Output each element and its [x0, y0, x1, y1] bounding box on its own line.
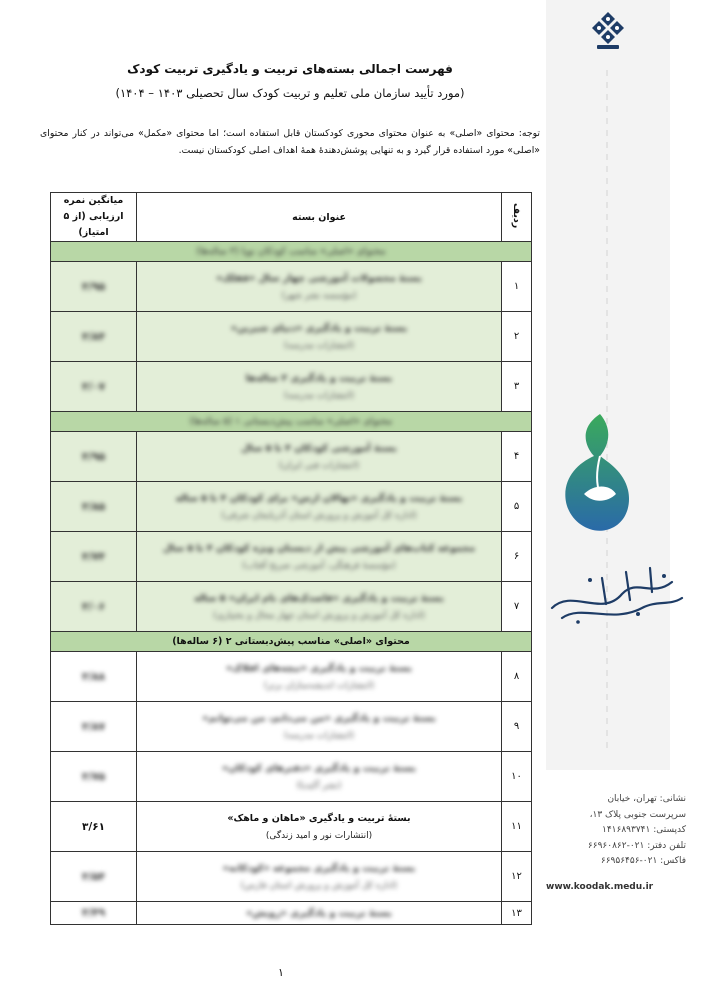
row-number: ۲ [502, 312, 532, 362]
table-header [51, 193, 532, 242]
website-link[interactable]: www.koodak.medu.ir [546, 881, 654, 892]
package-cell [137, 312, 502, 362]
office-phone: تلفن دفتر: ۰۲۱-۶۶۹۶۰۸۶۲ [587, 840, 686, 851]
organization-calligraphy-logo [542, 558, 692, 630]
table-row [51, 652, 532, 702]
package-cell [137, 582, 502, 632]
section-header [51, 242, 532, 262]
row-number: ۳ [502, 362, 532, 412]
postal-code: کدپستی: ۱۴۱۶۸۹۳۷۴۱ [602, 825, 686, 835]
address-line-1: نشانی: تهران، خیابان [607, 794, 686, 804]
score-value: ۳/۹۵ [81, 280, 106, 293]
row-number: ۱ [502, 262, 532, 312]
table-row [51, 702, 532, 752]
package-cell [137, 482, 502, 532]
section-label: محتوای «اصلی» مناسب پیش‌دبستانی ۱ (۵ ساله‌ها) [189, 416, 393, 427]
package-cell [137, 802, 502, 852]
package-cell [137, 902, 502, 925]
package-title: بستهٔ تربیت و یادگیری «قاصدک‌های نام ایران» ۵ ساله [194, 592, 444, 604]
section-header [51, 412, 532, 432]
score-value: ۳/۹۵ [81, 450, 106, 463]
package-title: بستهٔ تربیت و یادگیری «نیچه‌های افلاک» [226, 662, 412, 674]
table-row [51, 262, 532, 312]
score-cell [51, 902, 137, 925]
table-row [51, 532, 532, 582]
package-publisher: (مؤسسه نشر شهر) [281, 290, 357, 301]
row-number: ۹ [502, 702, 532, 752]
package-title: مجموعه کتاب‌های آموزشی پیش از دبستان ویژه کودکان ۴ تا ۵ سال [162, 542, 476, 554]
score-value: ۳/۸۸ [81, 670, 106, 683]
score-cell [51, 852, 137, 902]
package-publisher: (اداره کل آموزش و پرورش استان آذربایجان شرقی) [221, 510, 417, 521]
score-value: ۳/۰۷ [81, 380, 106, 393]
table-row [51, 482, 532, 532]
section-label: محتوای «اصلی» مناسب کودکان نوپا (۳ ساله‌ها) [196, 246, 386, 257]
table-row [51, 902, 532, 925]
package-cell [137, 532, 502, 582]
score-cell [51, 482, 137, 532]
row-number: ۴ [502, 432, 532, 482]
section-header [51, 632, 532, 652]
score-cell [51, 362, 137, 412]
package-publisher: (انتشارات مدرسه) [284, 340, 354, 351]
score-value: ۳/۶۱ [81, 820, 106, 833]
package-publisher: (نشر آکیدیا) [296, 780, 342, 791]
package-cell [137, 432, 502, 482]
score-value: ۳/۸۵ [81, 500, 106, 513]
score-value: ۳/۴۹ [81, 907, 106, 919]
package-publisher: (انتشارات فنی ایران) [278, 460, 360, 471]
package-publisher: (انتشارات مدرسه) [284, 730, 354, 741]
package-title: بستهٔ تربیت و یادگیری «ماهان و ماهک» [227, 812, 411, 824]
score-cell [51, 312, 137, 362]
package-title: بستهٔ تربیت و یادگیری «دفترهای کودکان» [222, 762, 416, 774]
table-row [51, 582, 532, 632]
package-publisher: (انتشارات مدرسه) [284, 390, 354, 401]
package-table [50, 192, 532, 925]
note-paragraph: توجه: محتوای «اصلی» به عنوان محتوای محوری کودکستان قابل استفاده است؛ اما محتوای «مکمل» می‌تواند در کنار محتوای «اصلی» مورد استفاده قرار گیرد و به تنهایی پوشش‌دهندهٔ همهٔ اهداف اصلی کودکستان نیست. [40, 128, 540, 156]
package-publisher: (انتشارات نور و امید زندگی) [265, 830, 373, 841]
package-publisher: (مؤسسهٔ فرهنگی، آموزشی صریح آفتاب) [242, 560, 396, 571]
row-number: ۱۰ [502, 752, 532, 802]
row-number: ۶ [502, 532, 532, 582]
row-number: ۸ [502, 652, 532, 702]
package-publisher: (انتشارات اندیشه‌سازان برتر) [263, 680, 375, 691]
package-cell [137, 752, 502, 802]
table-row [51, 362, 532, 412]
col-title-header: عنوان بسته [137, 193, 502, 242]
package-title: بستهٔ تربیت و یادگیری «رویش» [246, 907, 392, 919]
fax-number: فاکس: ۰۲۱-۶۶۹۵۶۴۵۶ [600, 856, 686, 866]
row-number: ۱۲ [502, 852, 532, 902]
package-title: بستهٔ تربیت و یادگیری مجموعه «کودکانه» [222, 862, 416, 874]
table-row [51, 852, 532, 902]
package-title: بستهٔ تربیت و یادگیری «نهالان ارس» برای کودکان ۴ تا ۵ ساله [175, 492, 463, 504]
score-cell [51, 532, 137, 582]
package-title: بستهٔ تربیت و یادگیری ۳ ساله‌ها [245, 372, 393, 384]
document-body [40, 62, 540, 159]
package-title: بستهٔ آموزشی کودکان ۴ تا ۵ سال [241, 442, 397, 454]
package-publisher: (اداره کل آموزش و پرورش استان فارس) [240, 880, 398, 891]
score-cell [51, 432, 137, 482]
package-title: بستهٔ تربیت و یادگیری «دنیای شیرین» [230, 322, 408, 334]
score-value: ۳/۵۴ [81, 870, 106, 883]
table-row [51, 752, 532, 802]
package-cell [137, 702, 502, 752]
table-row [51, 802, 532, 852]
score-value: ۳/۰۶ [81, 600, 106, 613]
package-cell [137, 262, 502, 312]
package-title: بستهٔ تربیت و یادگیری «من می‌دانم، من می‌توانم» [202, 712, 436, 724]
side-ornament-panel [546, 0, 670, 770]
score-value: ۳/۸۴ [81, 330, 106, 343]
col-row-header: ردیف [502, 193, 532, 242]
package-publisher: (اداره کل آموزش و پرورش استان چهار محال و بختیاری) [213, 610, 425, 621]
score-value: ۳/۸۷ [81, 720, 106, 733]
score-cell [51, 652, 137, 702]
package-cell [137, 852, 502, 902]
row-number: ۱۱ [502, 802, 532, 852]
row-number: ۵ [502, 482, 532, 532]
score-cell [51, 582, 137, 632]
row-number: ۷ [502, 582, 532, 632]
package-title: بستهٔ محصولات آموزشی چهار سال «قفلک» [216, 272, 422, 284]
score-value: ۳/۷۴ [81, 550, 106, 563]
package-cell [137, 362, 502, 412]
emblem-icon [588, 10, 628, 52]
leaf-logo-icon [556, 410, 636, 540]
table-row [51, 432, 532, 482]
score-cell [51, 752, 137, 802]
table-row [51, 312, 532, 362]
page-subtitle: (مورد تأیید سازمان ملی تعلیم و تربیت کودک سال تحصیلی ۱۴۰۳ – ۱۴۰۴) [115, 86, 465, 100]
score-cell [51, 802, 137, 852]
score-cell [51, 262, 137, 312]
score-value: ۳/۷۵ [81, 770, 106, 783]
package-cell [137, 652, 502, 702]
row-number: ۱۳ [502, 902, 532, 925]
score-cell [51, 702, 137, 752]
address-line-2: سرپرست جنوبی پلاک ۱۳، [589, 809, 686, 820]
contact-info [546, 792, 686, 895]
section-label: محتوای «اصلی» مناسب پیش‌دبستانی ۲ (۶ ساله‌ها) [172, 636, 410, 647]
page-number: ۱ [278, 966, 284, 979]
page-title: فهرست اجمالی بسته‌های تربیت و یادگیری تربیت کودک [127, 62, 453, 76]
col-score-header: میانگین نمره ارزیابی (از ۵ امتیاز) [51, 193, 137, 242]
